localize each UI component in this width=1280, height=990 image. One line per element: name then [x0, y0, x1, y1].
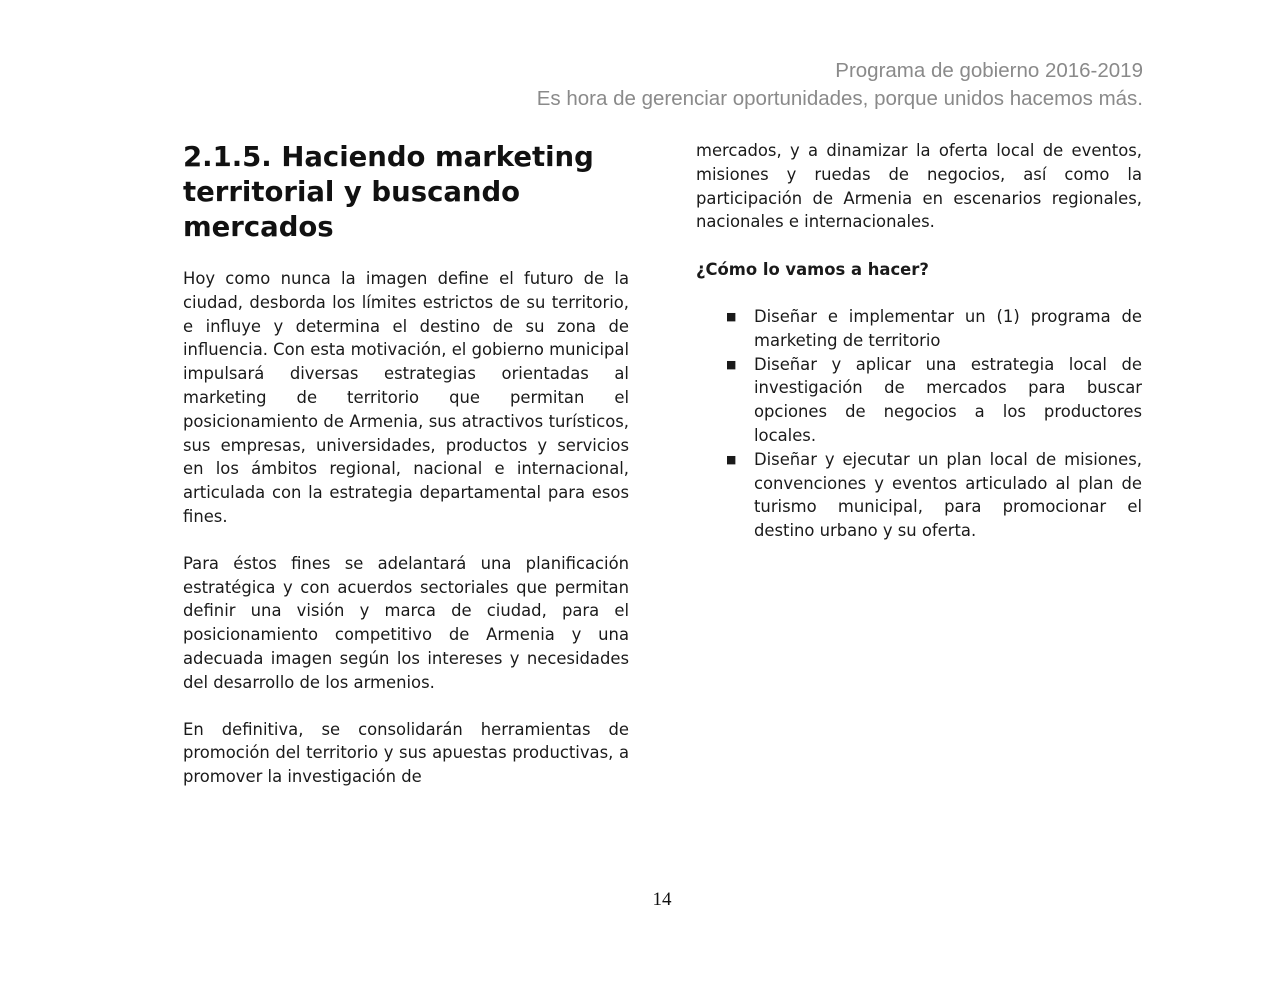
- section-title: 2.1.5. Haciendo marketing territorial y buscando mercados: [183, 141, 594, 243]
- paragraph-intro: Hoy como nunca la imagen define el futuro de la ciudad, desborda los límites estrictos de su territorio, e influye y determina el destino de su zona de influencia. Con esta motivación, el gobierno municipal impulsará diversas estrategias orientadas al marketing de territorio que permitan el posicionamiento de Armenia, sus atractivos turísticos, sus empresas, universidades, productos y servicios en los ámbitos regional, nacional e internacional, articulada con la estrategia departamental para esos fines.: [183, 269, 629, 526]
- how-subheading: ¿Cómo lo vamos a hacer?: [696, 260, 929, 280]
- paragraph-planning: Para éstos fines se adelantará una planificación estratégica y con acuerdos sectoriales que permitan definir una visión y marca de ciudad, para el posicionamiento competitivo de Armenia y una adecuada imagen según los intereses y necesidades del desarrollo de los armenios.: [183, 553, 629, 692]
- header-program-title: Programa de gobierno 2016-2019: [835, 59, 1143, 82]
- square-bullet-icon: ■: [726, 357, 737, 371]
- running-header: [537, 57, 1143, 113]
- square-bullet-icon: ■: [726, 452, 737, 466]
- action-list: [696, 305, 1142, 543]
- list-item: [726, 305, 1142, 353]
- list-item-text: Diseñar e implementar un (1) programa de marketing de territorio: [754, 306, 1142, 350]
- header-slogan: Es hora de gerenciar oportunidades, porque unidos hacemos más.: [536, 87, 1143, 110]
- page-number: 14: [652, 889, 672, 910]
- right-column: [696, 139, 1142, 543]
- list-item-text: Diseñar y aplicar una estrategia local de investigación de mercados para buscar opciones de negocios a los productores locales.: [754, 354, 1142, 445]
- left-column: [183, 140, 629, 812]
- list-item: [726, 448, 1142, 543]
- list-item-text: Diseñar y ejecutar un plan local de misiones, convenciones y eventos articulado al plan de turismo municipal, para promocionar el destino urbano y su oferta.: [754, 449, 1142, 541]
- list-item: [726, 353, 1142, 448]
- square-bullet-icon: ■: [726, 309, 737, 323]
- paragraph-continuation: mercados, y a dinamizar la oferta local de eventos, misiones y ruedas de negocios, así como la participación de Armenia en escenarios regionales, nacionales e internacionales.: [696, 141, 1142, 232]
- paragraph-conclusion: En definitiva, se consolidarán herramientas de promoción del territorio y sus apuestas productivas, a promover la investigación de: [183, 719, 629, 787]
